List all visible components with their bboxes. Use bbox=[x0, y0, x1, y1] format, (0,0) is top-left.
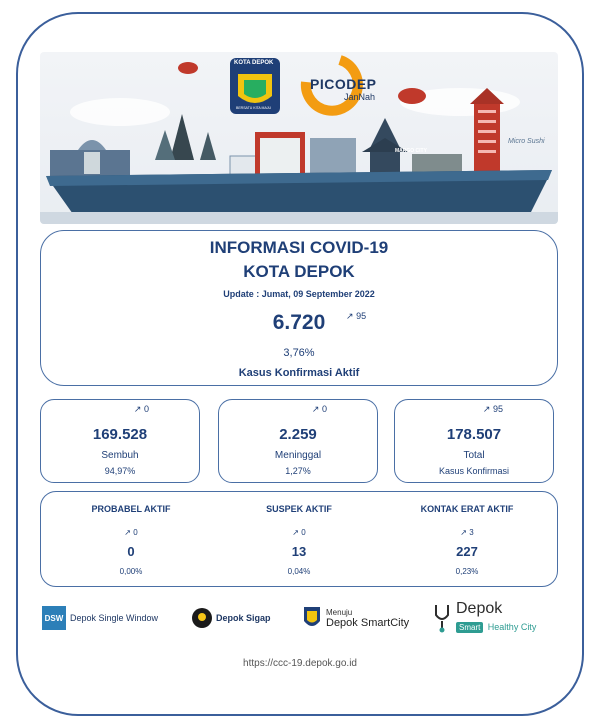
stat-label: Total bbox=[463, 450, 485, 461]
probable-active-column bbox=[45, 492, 217, 588]
stat-label: Sembuh bbox=[101, 450, 139, 461]
blimp-left bbox=[178, 62, 198, 74]
city-shield-icon bbox=[302, 605, 322, 631]
page-subtitle: KOTA DEPOK bbox=[243, 262, 355, 281]
city-ship-illustration bbox=[40, 52, 558, 224]
active-cases-label: Kasus Konfirmasi Aktif bbox=[238, 367, 360, 379]
artist-signature: Micro Sushi bbox=[508, 138, 545, 145]
column-value: 0 bbox=[127, 544, 135, 559]
depok-single-window-logo[interactable] bbox=[42, 598, 158, 638]
active-cases-delta: ↗ 95 bbox=[346, 311, 367, 321]
arrow-up-right-icon: ↗ bbox=[124, 528, 131, 537]
logo-label: Depok Sigap bbox=[216, 613, 271, 623]
stat-percent: 1,27% bbox=[285, 466, 311, 476]
stat-card-total bbox=[394, 399, 554, 483]
arrow-up-right-icon: ↗ bbox=[460, 528, 467, 537]
main-info-card bbox=[40, 230, 558, 386]
stethoscope-icon bbox=[432, 603, 452, 633]
column-delta: ↗ 0 bbox=[124, 528, 138, 537]
stat-delta: ↗ 0 bbox=[311, 404, 327, 414]
arrow-up-right-icon: ↗ bbox=[292, 528, 299, 537]
stat-card-recovered bbox=[40, 399, 200, 483]
secondary-stats-card bbox=[40, 491, 558, 587]
sigap-icon bbox=[192, 608, 212, 628]
arrow-up-right-icon: ↗ bbox=[346, 311, 354, 321]
column-value: 227 bbox=[456, 544, 478, 559]
page-title: INFORMASI COVID-19 bbox=[209, 238, 389, 257]
building-sign: MARGO CITY bbox=[395, 148, 427, 154]
update-date: Update : Jumat, 09 September 2022 bbox=[223, 289, 375, 299]
close-contact-active-column bbox=[381, 492, 553, 588]
blimp-right bbox=[398, 88, 426, 104]
arrow-up-right-icon: ↗ bbox=[482, 404, 491, 414]
logo-label: Depok SmartCity bbox=[326, 616, 410, 629]
logo-label: Healthy City bbox=[487, 622, 537, 632]
smart-tag: Smart bbox=[456, 622, 483, 633]
website-link[interactable]: https://ccc-19.depok.go.id bbox=[243, 658, 357, 669]
column-percent: 0,00% bbox=[119, 567, 143, 576]
column-percent: 0,04% bbox=[287, 567, 311, 576]
logo-title: Depok bbox=[456, 600, 503, 617]
red-tower bbox=[470, 88, 504, 182]
arrow-up-right-icon: ↗ bbox=[133, 404, 142, 414]
stat-subtitle: Kasus Konfirmasi bbox=[438, 466, 510, 476]
stat-percent: 94,97% bbox=[104, 466, 136, 476]
stat-label: Meninggal bbox=[274, 450, 322, 461]
depok-sigap-logo[interactable] bbox=[192, 598, 271, 638]
depok-smart-healthy-city-logo[interactable] bbox=[432, 598, 536, 638]
stat-value: 169.528 bbox=[92, 426, 148, 443]
depok-smartcity-logo[interactable] bbox=[302, 598, 409, 638]
suspect-active-column bbox=[213, 492, 385, 588]
dsw-icon: DSW bbox=[42, 606, 66, 630]
column-title: SUSPEK AKTIF bbox=[266, 504, 332, 514]
column-delta: ↗ 0 bbox=[292, 528, 306, 537]
stat-delta: ↗ 0 bbox=[133, 404, 149, 414]
column-title: KONTAK ERAT AKTIF bbox=[420, 504, 514, 514]
stat-card-deaths bbox=[218, 399, 378, 483]
stat-value: 178.507 bbox=[446, 426, 502, 443]
column-percent: 0,23% bbox=[455, 567, 479, 576]
logo-prefix: Menuju bbox=[326, 607, 353, 617]
arrow-up-right-icon: ↗ bbox=[311, 404, 320, 414]
picodep-logo-text: PICODEP bbox=[310, 76, 377, 92]
header-banner bbox=[40, 52, 558, 224]
kota-depok-logo-text: KOTA DEPOK bbox=[234, 60, 274, 66]
column-title: PROBABEL AKTIF bbox=[91, 504, 171, 514]
kota-depok-logo-motto: BERSATU KITA MAJU bbox=[236, 106, 272, 110]
active-cases-percent: 3,76% bbox=[283, 347, 315, 359]
partner-logos bbox=[40, 598, 558, 638]
column-delta: ↗ 3 bbox=[460, 528, 474, 537]
logo-label: Depok Single Window bbox=[70, 613, 159, 623]
picodep-logo-sub: JanNah bbox=[344, 92, 376, 102]
stat-delta: ↗ 95 bbox=[482, 404, 503, 414]
stat-value: 2.259 bbox=[279, 426, 317, 443]
column-value: 13 bbox=[291, 544, 307, 559]
active-cases-value: 6.720 bbox=[272, 311, 326, 334]
